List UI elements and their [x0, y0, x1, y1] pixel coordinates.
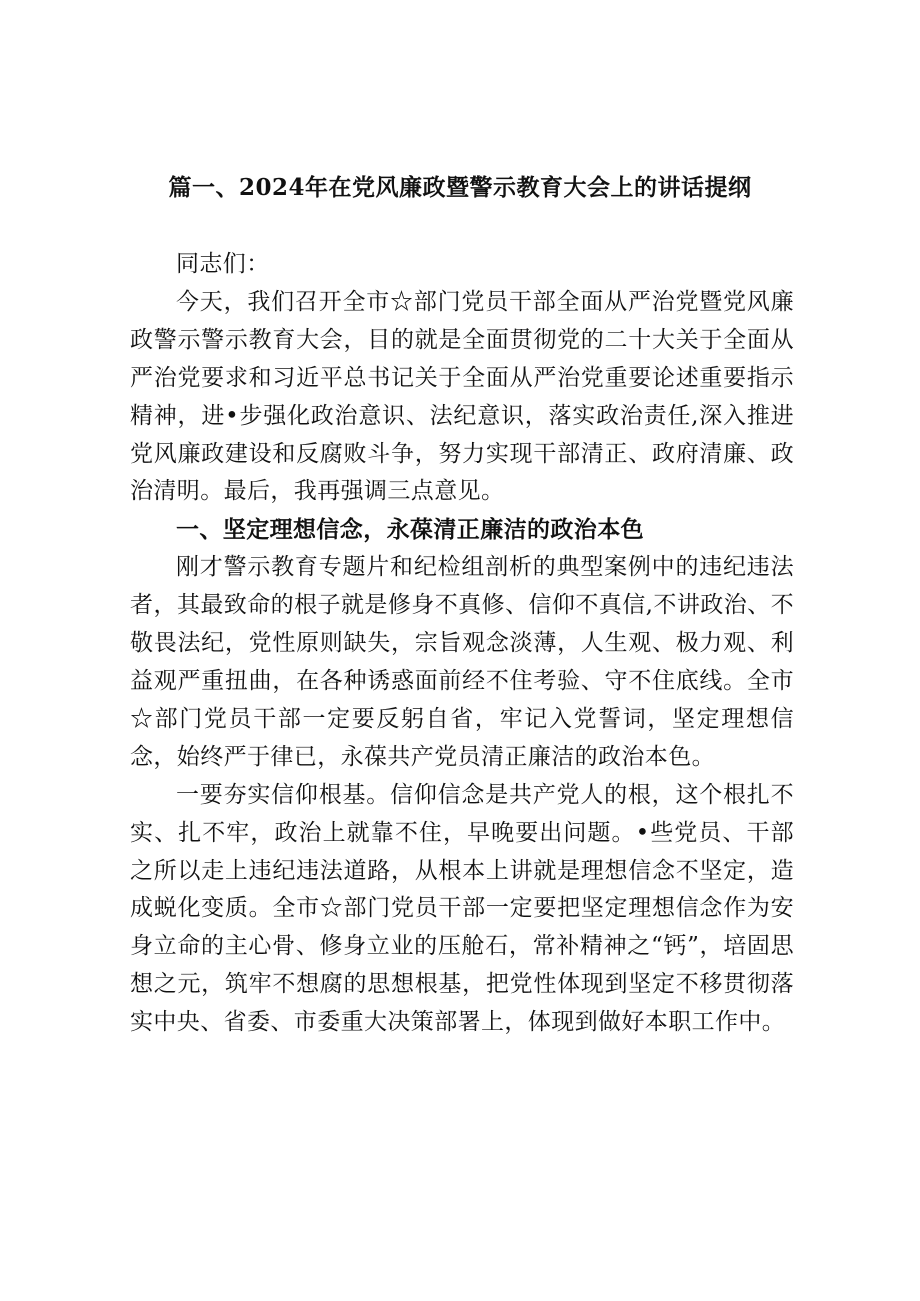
greeting-paragraph: 同志们： — [176, 251, 270, 277]
section1-paragraph-2: 一要夯实信仰根基。信仰信念是共产党人的根，这个根扎不实、扎不牢，政治上就靠不住，早晚要出问题。•些党员、干部之所以走上违纪违法道路，从根本上讲就是理想信念不坚定，造成蜕化变质。全市☆部门党员干部一定要把坚定理想信念作为安身立命的主心骨、修身立业的压舱石，常补精神之“钙”，培固思想之元，筑牢不想腐的思想根基，把党性体现到坚定不移贯彻落实中央、省委、市委重大决策部署上，体现到做好本职工作中。 — [130, 781, 794, 1036]
document-title: 篇一、2024年在党风廉政暨警示教育大会上的讲话提纲 — [168, 174, 752, 201]
intro-paragraph: 今天，我们召开全市☆部门党员干部全面从严治党暨党风廉政警示警示教育大会，目的就是全面贯彻党的二十大关于全面从严治党要求和习近平总书记关于全面从严治党重要论述重要指示精神，进•步强化政治意识、法纪意识，落实政治责任,深入推进党风廉政建设和反腐败斗争，努力实现干部清正、政府清廉、政治清明。最后，我再强调三点意见。 — [130, 288, 794, 505]
section-heading-1: 一、坚定理想信念，永葆清正廉洁的政治本色 — [176, 516, 644, 544]
section1-paragraph-1: 刚才警示教育专题片和纪检组剖析的典型案例中的违纪违法者，其最致命的根子就是修身不真修、信仰不真信,不讲政治、不敬畏法纪，党性原则缺失，宗旨观念淡薄，人生观、极力观、利益观严重扭曲，在各种诱惑面前经不住考验、守不住底线。全市☆部门党员干部一定要反躬自省，牢记入党誓词，坚定理想信念，始终严于律已，永葆共产党员清正廉洁的政治本色。 — [130, 554, 794, 770]
document-body — [130, 246, 794, 1042]
